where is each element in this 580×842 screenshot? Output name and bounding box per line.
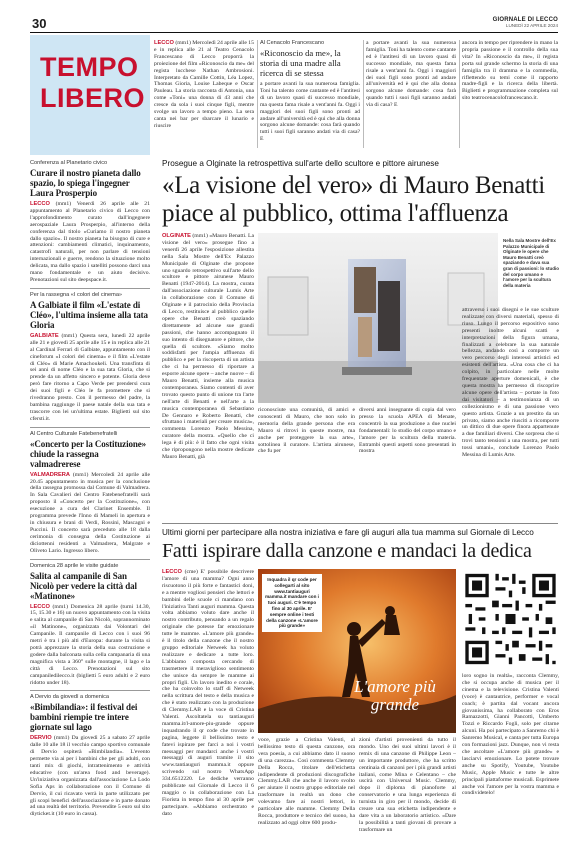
section-tag-line1: TEMPO <box>40 52 139 82</box>
brief-title: Salita al campanile di San Nicolò per vedere la città dal «Matinone» <box>30 570 137 601</box>
brief-body: LECCO (mm1) Domenica 28 aprile (turni 14.30, 15, 15.30 e 16) un nuovo appuntamento con la visita e salita al campanile di San Nicolò, soprannominato «il Matinone», organizzata dai Volontari del Campanile. Il campanile di Lecco con i suoi 96 metri è tra i più alti d'Europa: durante la visita si potrà apprezzare la storia della sua costruzione e godere dalla balconata sulla cella campanaria di una magnifica vista a 360° sulle montagne, il lago e la città di Lecco. Prenotazioni sul sito campaniledilecco.it (biglietti 5 euro adulti e 2 euro ridotto under 18). <box>30 603 150 686</box>
brief-kicker: Conferenza al Planetario civico <box>30 160 108 166</box>
qr-code[interactable] <box>462 569 559 669</box>
column-rule <box>363 40 364 148</box>
brief-kicker: A Dervio da giovedì a domenica <box>30 694 109 701</box>
section-tag-line2: LIBERO <box>40 83 146 113</box>
brief-body: DERVIO (mm1) Da giovedì 25 a sabato 27 aprile dalle 10 alle 18 il vecchio campo sportivo comunale di Dervio ospiterà «Bimbilandia». L'evento permette via ai per i bambini che per gli adulti, con tanti mix di giochi, intrattenimento e attività educative (con un'area food and beverage). Un'iniziativa organizzata dall'associazione La Lodo Sofia Aps in collaborazione con il Comune di Dervio, il cui ricavato verrà in parte utilizzato per gli scopi benefici dell'associazione e in parte donato ad una realtà del territorio. Prevendite 5 euro sul sito diyticket.it (10 euro in cassa). <box>30 735 150 818</box>
brief-body: VALMADRERA (mm1) Mercoledì 24 aprile alle 20.45 appuntamento in musica per la conclusione della rassegna promossa dal Comune di Valmadrera. In Sala Cavalieri del Centro Fatebenefratelli sarà proposto il «Concerto per la Costituzione», con esecuzione a cura del Clarinet Ensemble. Il programma prevede l'Inno di Mameli in apertura e in chiusura e brani di Verdi, Rossini, Mascagni e Puccini. Il concerto sarà preceduto alle 18 dalla cerimonia di consegna della Costituzione ai diciottenni residenti a Valmadrera, Malgrate e Oliveto Lario. Ingresso libero. <box>30 471 150 554</box>
brief-item <box>30 559 150 687</box>
top-story-col3: a portare avanti la sua numerosa famiglia. Toni ha talento come cantante ed è l'antitesi di un lavoro quasi di successo mondiale, ma questa fama risale a vent'anni fa. Oggi i maggiori dei suoi figli sono pronti ad andare all'università ed è qui che alla donna sorgono alcune domande: cosa farà quando tutti i suoi figli saranno andati via di casa? E <box>366 40 456 109</box>
newspaper-name: GIORNALE DI LECCO <box>492 17 558 23</box>
left-briefs-column <box>30 160 150 822</box>
brief-body: LECCO (mm1) Venerdì 26 aprile alle 21 appuntamento al Planetario civico di Lecco con l'approfondimento curato dall'ingegnere aerospaziale Laura Prosperpio, all'interno della conferenza dal titolo «Curiamo il nostro pianeta dallo spazio». Il nostro pianeta ha bisogno di cure e attenzioni: cambiamenti climatici, inquinamento, catastrofi naturali, per non parlare di tensioni internazionali e guerre, rendono la situazione molto delicata, ma dallo spazio i satelliti possono darci una mano fondamentale e un aiuto decisivo. Prenotazioni sul sito deepspace.it. <box>30 201 150 283</box>
main-article-col3: diversi anni insegnante di copia dal vero presso la scuola APEA di Menate, concentrò la sua produzione a due nuclei fondamentali: lo studio del corpo umano e l'amore per la scultura della materia. Entrambi questi aspetti sono presentati in mostra <box>359 407 456 455</box>
issue-date: LUNEDÌ 22 APRILE 2024 <box>505 23 558 28</box>
brief-title: «Bimbilandia»: il festival dei bambini riempie tre intere giornate sul lago <box>30 702 138 733</box>
second-article-col3: zioni d'artisti provenienti da tutto il mondo. Uno dei suoi ultimi lavori è il remix di una canzone di Philippe Leon – un importante produttore, che ha scritto centinaia di canzoni per i più grandi artisti italiani, come Mina e Celentano – che uscirà con Universal Music. Clemmy, dopo il diploma di pianoforte al conservatorio e una lunga esperienza di turnista in giro per il mondo, decide di creare una sua etichetta indipendente e dare vita a un laboratorio artistico. «Dare la possibilità a tanti giovani di provare a trasformare un <box>359 737 456 833</box>
second-article-col1: LECCO (cme) E' possibile descrivere l'amore di una mamma? Ogni anno riscuotono il più forte e fantastici doni, e a mentre vogliosi pensieri che lettori e bambini delle scuole ci mandano con l'iniziativa Tanti auguri mamma. Questa volta abbiamo voluto dare anche il nostro contributo, pensando a un regalo originale che potesse far emozionare tutte le mamme. «L'amore più grande» è il titolo della canzone che il nostro gruppo editoriale Netweek ha voluto realizzare e dedicare a tutte loro. L'abbiamo composta cercando di trasmettere il meraviglioso sentimento che unisce da sempre le mamme ai propri figli. Un lavoro inedito e corale, che ha coinvolto lo staff di Netweek nella scrittura del testo e della musica e che è stato realizzato con la produzione di Clemmy.LAB e la voce di Cristina Valenti. Ascoltatela su tantiauguri mamma.it/l-amore-piu-grande oppure inquadrando il qr code che trovate in pagina, leggete il bellissimo testo e fatevi ispirare per farci a noi i vostri messaggi per mandarci anche i vostri messaggi di auguri tramite il sito www.tantiauguri mamma.it oppure scrivendo sul nostro WhatsApp 334.6512220. Le dediche verranno pubblicate sul Giornale di Lecco il 6 maggio o in collaborazione con La Fiorista in tempo fino al 30 aprile per partecipare. «Abbiamo orchestrato e dato <box>162 569 254 817</box>
brief-item <box>30 427 150 555</box>
promo-song-title: L'amore più grande <box>354 677 436 714</box>
brief-body: GALBIATE (mm1) Questa sera, lunedì 22 aprile alle 21 e giovedì 25 aprile alle 15 e in replica alle 21 al Cardinal Ferrari di Galbiate, appuntamento con il cineforum «I colori del cinema» e il film «L'estate di Cléo» di Marie Amachoukeli. Una transfinta di sei anni di nome Cléo e la sua tata Gloria, che si prende da un affetto sincero e potente. Gloria deve però fare ritorno a Capo Verde per prendersi cura dei suoi figli e Cléo le fa promettere che si rivedranno presto. Con il permesso del padre, la bambina raggiunge il paese natale della sua tata e trascorre con lei un'ultima estate. Biglietti sul sito cfersti.it. <box>30 332 150 422</box>
brief-item <box>30 160 150 284</box>
page-number: 30 <box>32 16 47 31</box>
main-article-kicker: Prosegue a Olginate la retrospettiva sull'arte dello scultore e pittore airunese <box>162 159 439 168</box>
section-tag <box>30 35 150 155</box>
top-story-col2 <box>260 40 360 143</box>
header-rule <box>30 32 558 33</box>
brief-kicker: Per la rassegna «I colori del cinema» <box>30 291 123 298</box>
second-article-col2: voce, grazie a Cristina Valenti, al bellissimo testo di questa canzone, ora vera poesia, a cui abbiamo dato il suono di una carezza». Così commenta Clemmy Della Rocca, titolare dell'etichetta indipendente di produzioni discografiche Clemmy.LAB che anche il lavoro svolto per aiutare il nostro gruppo editoriale nel trasformare in realtà un dono che volevamo fare ai nostri lettori, in particolare alle mamme. Clemmy Della Rocca, produttore e tecnico del suono, ha realizzato ad oggi oltre 600 produ- <box>258 737 355 826</box>
promo-info-box: Inquadra il qr code per collegarti al sito www.tantiauguri mamma.it mandare con i tuoi auguri. C'è tempo fino al 30 aprile. E' sempre online i testi della canzone «L'amore più grande» <box>262 574 322 632</box>
brief-item <box>30 288 150 423</box>
qr-code-icon <box>462 569 559 669</box>
masthead <box>493 17 558 28</box>
brief-title: «Concerto per la Costituzione» chiude la rassegna valmadrerese <box>30 438 147 469</box>
top-story-col4: ancora in tempo per riprendere in mano la propria passione e il controllo della sua vita? In «Riconoscio da me», il regista porta sul grande schermo la storia di una famiglia tra il dramma e la commedia, riflettendo su temi come il rapporto madre-figli e la ricerca della libertà. Biglietti e programmazione completa sul sito teatrocenacolofrancescano.it. <box>462 40 558 102</box>
brief-kicker: Al Centro Culturale Fatebenefratelli <box>30 430 118 437</box>
brief-title: A Galbiate il film «L'estate di Cléo», l'ultima insieme alla tata Gloria <box>30 299 148 330</box>
column-rule <box>257 40 258 148</box>
second-article-title: Fatti ispirare dalla canzone e mandaci la dedica <box>162 540 532 562</box>
photo-caption: Nella Sala Mostre dell'Ex Palazzo Municipale di Olginate le opere che Mauro Benatti creò spaziando e dava sua gran di passioni: lo studio del corpo umano e l'amore per la scultura della materia <box>503 238 560 288</box>
brief-kicker: Domenica 28 aprile le visite guidate <box>30 562 119 569</box>
main-article-col2: riconosciute una comunità, di amici e conoscenti di Mauro, che non solo in memoria della grande persona che era Mauro si ritrovi in queste mostre, ma anche per proteggere la sua arte», sottolinea il curatore. L'artista airunese, che fu per <box>258 407 355 455</box>
brief-item <box>30 690 150 818</box>
section-divider <box>162 523 558 524</box>
second-article-kicker: Ultimi giorni per partecipare alla nostra iniziativa e fare gli auguri alla tua mamma sul Giornale di Lecco <box>162 528 534 537</box>
top-story-subtitle: «Riconoscio da me», la storia di una madre alla ricerca di se stessa <box>260 48 341 78</box>
main-article-col4: attraverso i suoi disegni e le sue sculture realizzate con diversi materiali, spesso di riuso. Lungo il percorso espositivo sono presenti inoltre alcuni scatti e interpretazioni della figura umana, finalizzati a celebrare la sua naturale bellezza, andando così a comporre un vero percorso degli interessi artistici ed esistenti dell'artista. «Una cosa che ci ha colpito, in particolare nelle molte frequentate aperture domenicali, è che questa mostra ha permesso di riscoprire alcune opere dell'artista – portate in foto dai visitatori – a testimonianza di un collezionismo e di una passione vero questo artista. Grazie a un prestito da un privato, siamo anche riusciti a ricomporre un dittico di due opere finora appartenute a due familiari diversi. Che sorpresa che si trovi tanto tensioni a una mostra, per tutti tossi umani», conclude Lorenzo Paolo Messina di Lumis Arte. <box>462 307 559 459</box>
top-story-kicker: Al Cenacolo Francescano <box>260 40 325 46</box>
column-rule <box>459 40 460 148</box>
main-article-col1: OLGINATE (mm1) «Mauro Benatti. La visione del vero» prosegue fino a venerdì 26 aprile l'esposizione allestita nella Sala Mostre dell'Ex Palazzo Municipale di Olginate che propone uno sguardo retrospettivo sull'arte dello scultore e pittore airunese Mauro Benatti (1947-2014). La mostra, curata dall'associazione culturale Lumis Arte in collaborazione con il Comune di Olginate e il patrocinio della Provincia di Lecco, restituisce al pubblico quelle opere che Benatti creò spaziando direttamente ad alcune sue grandi passioni, che hanno accompagnato il suo intento di disegnatore e pittore, che quella di scultore. «Siamo molto soddisfatti per l'ampia affluenza di pubblico e per la riscoperta di un artista che ci ha permesso di riportare a esporre alcune opere – anche nuove – di Mauro Benatti, insieme alla musica contemporanea. Siamo contenti di aver trovato questo punto di unione tra l'arte nell'arte di Benatti e nell'arte a la musica contemporanea di Sebastiano De Gennaro e Roberto Benatti, che sfruttano i materiali per creare musica», commenta Lorenzo Paolo Messina, curatore della mostra. «Quello che ci lega è di più: è il fatto che ogni visita che ripropongono nella mostre dedicate Mauro Benatti, già <box>162 233 254 460</box>
top-story-col1: LECCO (mm1) Mercoledì 24 aprile alle 15 e in replica alle 21 al Teatro Cenacolo Francescano di Lecco proporrà la proiezione del film «Riconoscio da me» del regista lucchese Nathan Ambrosioni. Interpretato da Camille Cottin, Léa Lopez, Thomas Gioria, Louise Labeque e Oscar Pauleau. La storia racconta di Antonia, una come «Toni» una donna di 43 anni che cresce da sola i suoi cinque figli, mentre svolge un lavoro a tempo pieno. La sera canta nei bar per sbarcare il lunario e riuscire <box>154 40 254 129</box>
main-article-title: «La visione del vero» di Mauro Benatti piace al pubblico, ottima l'affluenza <box>162 172 545 227</box>
brief-title: Curare il nostro pianeta dallo spazio, lo spiega l'ingegner Laura Prosperpio <box>30 168 141 198</box>
second-article-col4: loro sogno in realtà», racconta Clemmy, che si occupa anche di musica per il cinema e la televisione. Cristina Valenti (voce) è cantautrice, performer e vocal coach; è partita dal vocant ancora giovanissima, ha collaborato con Eros Ramazzotti, Gianni Pancotti, Umberto Tozzi e Riccardo Fogli, solo per citarne alcuni. Ha poi partecipato a Sanremo chi è Sanremo Musical, e canta per tutta Europa con formazioni jazz. Dunque, non vi resta che ascoltare «L'amore più grande» e lasciarvi emozionare. Lo potete trovare anche su Spotify, Youtube, Youtube Music, Apple Music e tutte le altre principali piattaforme musicali. Esprimete anche voi l'amore per la vostra mamma e condividetelo! <box>462 673 559 797</box>
top-story-body: a portare avanti la sua numerosa famiglia. Toni ha talento come cantante ed è l'antitesi di un lavoro quasi di successo mondiale, ma questa fama risale a vent'anni fa. Oggi i maggiori dei suoi figli sono pronti ad andare all'università ed è qui che alla donna sorgono alcune domande: cosa farà quando tutti i suoi figli saranno andati via di casa? E <box>260 81 360 143</box>
